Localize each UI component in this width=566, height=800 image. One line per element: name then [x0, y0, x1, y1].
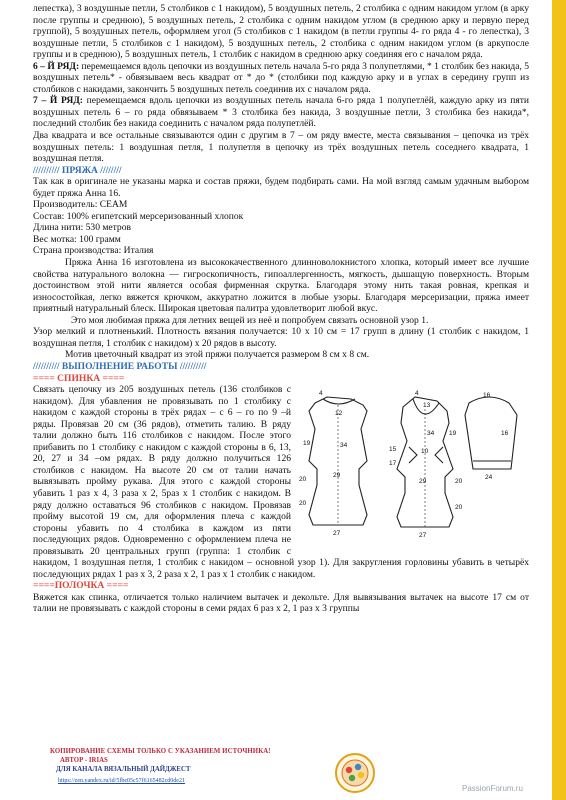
row6-label: 6 – Й РЯД: — [33, 60, 80, 72]
site-watermark: PassionForum.ru — [462, 784, 523, 793]
paragraph-row7 — [33, 95, 529, 130]
front-heading: ====ПОЛОЧКА ==== — [33, 580, 129, 592]
favorite-yarn: Это моя любимая пряжа для летних вещей из неё и попробуем связать основной узор 1. — [71, 314, 429, 326]
diagram-label-right-15: 15 — [389, 446, 397, 454]
work-heading: ////////// ВЫПОЛНЕНИЕ РАБОТЫ ////////// — [33, 360, 207, 372]
pattern-diagram-svg — [297, 385, 529, 545]
channel-link[interactable]: https://zen.yandex.ru/id/5fbe05c57f6165482cd0de21 — [58, 778, 185, 784]
channel-line: ДЛЯ КАНАЛА ВЯЗАЛЬНЫЙ ДАЙДЖЕСТ — [56, 766, 191, 773]
diagram-label-left-w29: 29 — [333, 472, 341, 480]
footer — [32, 748, 532, 796]
paragraph-joining: Два квадрата и все остальные связываются один с другим в 7 – ом ряду вместе, места связывания – цепочка из трёх воздушных петель: 1 воздушная петля, 1 полупетля в цепочку из трёх воздушных петель соседнего квадрата, 1 воздушная петля. — [33, 130, 529, 165]
diagram-label-left-20a: 20 — [299, 476, 307, 484]
diagram-label-left-w12: 12 — [335, 410, 343, 418]
diagram-label-left-arm: 19 — [303, 440, 311, 448]
back-instructions: Связать цепочку из 205 воздушных петель (136 столбиков с накидом). Для убавления не провязывать по 1 столбику с накидом с каждой стороны в трёх рядах – с 6 – го по 9 –й ряды. Провязав 20 см (36 рядов), отметить талию. В ряду талии должно быть 116 столбиков с накидом. После этого прибавить по 1 столбику с накидом с каждой стороны в 6, 13, 20, 27 и 34 –ом рядах. В ряду должно получиться 126 столбиков с накидом. На высоте 20 см от талии начать вывязывать пройму рукава. Для этого с каждой стороны убавить 1 раз х 4, 3 раза х 2, 5раз х 1 столбик с накидом. В ряду должно оставаться 96 столбиков с накидом. Провязав пройму высотой 19 см, для оформления плеча с каждой стороны убавить по 4 столбика в каждом из пяти последующих рядов. Одновременно с оформлением плеча не провязывать 20 центральных групп (группа: 1 столбик с накидом, 1 воздушная петля, 1 столбик с накидом – основной узор 1). Для закругления горловины убавить в четырёх последующих рядах 1 раз х 3, 2 раза х 2, 1 раз х 1 столбик с накидом. — [33, 384, 529, 580]
channel-logo-icon — [334, 752, 376, 794]
yarn-description: Пряжа Анна 16 изготовлена из высококачественного длинноволокнистого хлопка, который имеет все лучшие свойства натурального волокна — гигроскопичность, гипоаллергенность, мягкость, дышащую поверхность. Вторым достоинством этой нити является особая фирменная скрутка. Благодаря этому нить такая ровная, крепкая и износостойкая, легко вяжется крючком, аккуратно ложится в любые узоры. Благодаря мерсеризации, пряжа имеет приятный натуральный блеск. Широкая цветовая палитра удовлетворит любой вкус. — [33, 257, 529, 315]
diagram-label-right-w13: 13 — [423, 402, 431, 410]
yarn-maker: Производитель: CEAM — [33, 199, 128, 211]
side-stripe — [552, 0, 566, 800]
article-body — [33, 3, 529, 615]
front-instructions: Вяжется как спинка, отличается только наличием вытачек и декольте. Для вывязывания вытачек на высоте 17 см от талии не провязывать с каждой стороны в семи рядах 6 раз х 2, 1 раз х 3 группы — [33, 591, 529, 615]
motif-size: Мотив цветочный квадрат из этой пряжи получается размером 8 см х 8 см. — [65, 349, 370, 361]
yarn-composition: Состав: 100% египетский мерсеризованный хлопок — [33, 210, 244, 222]
diagram-label-right-w27: 27 — [419, 532, 427, 540]
diagram-label-left-center: 34 — [340, 442, 348, 450]
diagram-label-right-top: 4 — [415, 390, 419, 398]
diagram-label-right-19: 19 — [449, 430, 457, 438]
diagram-label-right-20a: 20 — [455, 478, 463, 486]
diagram-label-right-20b: 20 — [455, 504, 463, 512]
yarn-weight: Вес мотка: 100 грамм — [33, 233, 121, 245]
copyright-notice: КОПИРОВАНИЕ СХЕМЫ ТОЛЬКО С УКАЗАНИЕМ ИСТОЧНИКА! — [50, 748, 271, 755]
yarn-heading: ////////// ПРЯЖА //////// — [33, 164, 122, 176]
paragraph-row5-end: лепестка), 3 воздушные петли, 5 столбиков с 1 накидом), 5 воздушных петель, 2 столбика с одним накидом углом (в арку после группы и среднюю), 5 воздушных петель, 2 столбика с одним накидом углом (в среднюю арку и первую перед группой), 5 воздушных петель, оформляем угол (5 столбиков с 1 накидом (в петли группы 4- го ряда 4 - го лепестка), 3 воздушные петли, 5 столбиков с 1 накидом), 5 воздушных петель, 2 столбика с одним накидом углом (в аркупосле группы и в среднюю), 5 воздушных петель, 1 столбик с накидом в среднюю арку соединяя его с началом ряда. — [33, 3, 529, 61]
yarn-intro: Так как в оригинале не указаны марка и состав пряжи, будем подбирать сами. На мой взгляд самым удачным выбором будет пряжа Анна 16. — [33, 176, 529, 199]
author-line: АВТОР - IRIAS — [60, 757, 108, 764]
diagram-label-left-w27: 27 — [333, 530, 341, 538]
diagram-label-left-20b: 20 — [299, 500, 307, 508]
gauge-density: Узор мелкий и плотненький. Плотность вязания получается: 10 х 10 см = 17 групп в длину (1 столбик с накидом, 1 воздушная петля, 1 столбик с накидом) х 20 рядов в высоту. — [33, 326, 529, 349]
row7-label: 7 – Й РЯД: — [33, 95, 83, 107]
row6-text: перемещаемся вдоль цепочки из воздушных петель начала 5-го ряда 3 полупетлями, * 1 столбик без накида, 5 воздушных петель* - обвязываем весь квадрат от * до * (столбики под каждую арку и в углах в середину групп из столбиков с накидами, закончить 5 воздушных петель соединив их с началом ряда. — [33, 60, 529, 95]
yarn-country: Страна производства: Италия — [33, 245, 154, 257]
diagram-label-right-17: 17 — [389, 460, 397, 468]
row7-text: перемещаемся вдоль цепочки из воздушных петель начала 6-го ряда 1 полупетлёй, каждую арку из пяти воздушных петель 6 – го ряда обвязываем * 3 столбика без накида, 3 воздушные петли, 3 столбика без накида*, последний столбик без накида соединить с началом ряда полупетлёй. — [33, 95, 529, 130]
pattern-diagram — [297, 385, 529, 545]
diagram-label-right-center: 34 — [427, 430, 435, 438]
yarn-length: Длина нити: 530 метров — [33, 222, 131, 234]
diagram-label-left-top: 4 — [319, 390, 323, 398]
diagram-label-sleeve-c: 24 — [485, 474, 493, 482]
diagram-label-sleeve-a: 16 — [483, 392, 491, 400]
diagram-label-right-w10: 10 — [421, 448, 429, 456]
back-heading: ==== СПИНКА ==== — [33, 372, 125, 384]
diagram-label-sleeve-b: 16 — [501, 430, 509, 438]
diagram-label-right-w29: 29 — [419, 478, 427, 486]
paragraph-row6 — [33, 61, 529, 96]
